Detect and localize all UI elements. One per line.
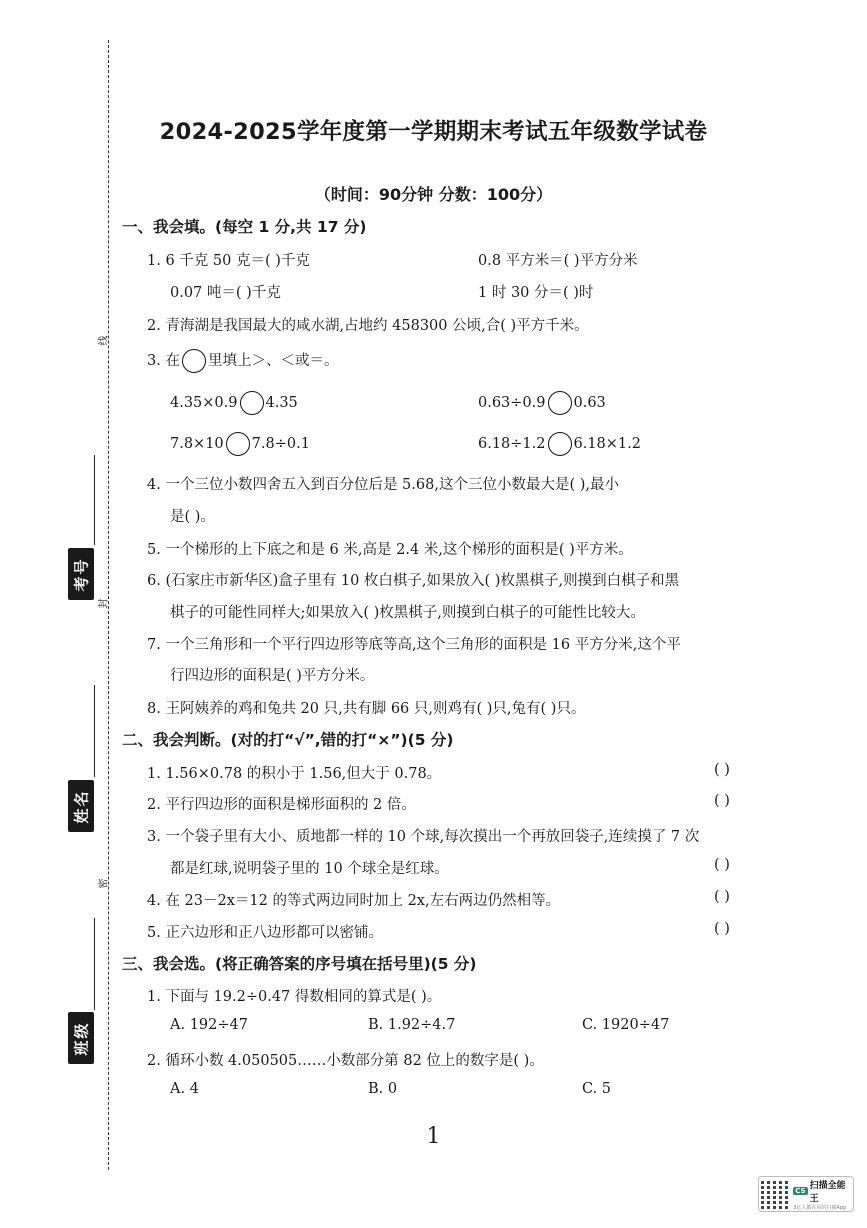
class-write-line bbox=[94, 918, 95, 1010]
judge-item-2: 2. 平行四边形的面积是梯形面积的 2 倍。 bbox=[147, 797, 416, 813]
judge-item-1: 1. 1.56×0.78 的积小于 1.56,但大于 0.78。 bbox=[147, 766, 442, 782]
compare-circle-icon[interactable] bbox=[548, 391, 572, 415]
class-label: 班级 bbox=[68, 1012, 94, 1064]
compare-d-left: 6.18÷1.2 bbox=[478, 436, 546, 452]
compare-b-right: 0.63 bbox=[573, 395, 606, 411]
question-6-line1: 6. (石家庄市新华区)盒子里有 10 枚白棋子,如果放入( )枚黑棋子,则摸到白棋子和黑 bbox=[147, 573, 680, 589]
cut-mark-mi: 密 bbox=[98, 878, 110, 889]
question-4-line2: 是( )。 bbox=[170, 509, 215, 525]
question-7-line1: 7. 一个三角形和一个平行四边形等底等高,这个三角形的面积是 16 平方分米,这个平 bbox=[147, 637, 681, 653]
compare-circle-icon[interactable] bbox=[226, 432, 250, 456]
exam-number-label: 考号 bbox=[68, 548, 94, 600]
compare-row-a bbox=[170, 391, 298, 415]
question-2: 2. 青海湖是我国最大的咸水湖,占地约 458300 公顷,合( )平方千米。 bbox=[147, 318, 589, 334]
judge-answer-4[interactable]: ( ) bbox=[714, 889, 730, 905]
compare-d-right: 6.18×1.2 bbox=[573, 436, 641, 452]
question-1d: 1 时 30 分＝( )时 bbox=[478, 285, 594, 301]
judge-item-4: 4. 在 23－2x＝12 的等式两边同时加上 2x,左右两边仍然相等。 bbox=[147, 893, 561, 909]
judge-item-3-cont: 都是红球,说明袋子里的 10 个球全是红球。 bbox=[170, 861, 449, 877]
choice-2-option-b[interactable]: B. 0 bbox=[368, 1081, 398, 1097]
choice-1-option-a[interactable]: A. 192÷47 bbox=[170, 1017, 248, 1033]
camscanner-logo-icon: CS bbox=[795, 1186, 806, 1195]
page-number: 1 bbox=[426, 1124, 441, 1149]
scanner-watermark bbox=[758, 1176, 854, 1212]
choice-question-2: 2. 循环小数 4.050505……小数部分第 82 位上的数字是( )。 bbox=[147, 1053, 544, 1069]
judge-item-3: 3. 一个袋子里有大小、质地都一样的 10 个球,每次摸出一个再放回袋子,连续摸了 7 次 bbox=[147, 829, 700, 845]
compare-circle-icon bbox=[182, 349, 206, 373]
question-8: 8. 王阿姨养的鸡和兔共 20 只,共有脚 66 只,则鸡有( )只,兔有( )只。 bbox=[147, 701, 586, 717]
judge-answer-1[interactable]: ( ) bbox=[714, 762, 730, 778]
name-label: 姓名 bbox=[68, 780, 94, 832]
compare-row-b bbox=[478, 391, 606, 415]
question-5: 5. 一个梯形的上下底之和是 6 米,高是 2.4 米,这个梯形的面积是( )平方米。 bbox=[147, 542, 633, 558]
compare-c-right: 7.8÷0.1 bbox=[251, 436, 310, 452]
exam-number-write-line bbox=[94, 455, 95, 545]
question-6-line2: 棋子的可能性同样大;如果放入( )枚黑棋子,则摸到白棋子的可能性比较大。 bbox=[170, 605, 645, 621]
choice-1-option-b[interactable]: B. 1.92÷4.7 bbox=[368, 1017, 456, 1033]
qr-code-icon bbox=[761, 1179, 789, 1209]
compare-row-d bbox=[478, 432, 641, 456]
compare-circle-icon[interactable] bbox=[548, 432, 572, 456]
judge-answer-3[interactable]: ( ) bbox=[714, 857, 730, 873]
compare-circle-icon[interactable] bbox=[240, 391, 264, 415]
section-3-heading: 三、我会选。(将正确答案的序号填在括号里)(5 分) bbox=[122, 955, 477, 973]
question-7-line2: 行四边形的面积是( )平方分米。 bbox=[170, 668, 375, 684]
page-title: 2024-2025学年度第一学期期末考试五年级数学试卷 bbox=[159, 119, 708, 145]
question-1c: 0.07 吨＝( )千克 bbox=[170, 285, 281, 301]
section-2-heading: 二、我会判断。(对的打“√”,错的打“×”)(5 分) bbox=[122, 731, 454, 749]
question-3-prefix: 3. 在 bbox=[147, 353, 180, 369]
scanner-tagline: 3亿人都在用的扫描App bbox=[793, 1204, 847, 1211]
cut-mark-xian: 线 bbox=[98, 335, 110, 346]
compare-row-c bbox=[170, 432, 310, 456]
compare-b-left: 0.63÷0.9 bbox=[478, 395, 546, 411]
question-1a: 1. 6 千克 50 克＝( )千克 bbox=[147, 253, 310, 269]
compare-a-right: 4.35 bbox=[265, 395, 298, 411]
question-3 bbox=[147, 349, 338, 373]
cut-mark-feng: 封 bbox=[98, 598, 110, 609]
exam-info: （时间：90分钟 分数：100分） bbox=[314, 185, 553, 204]
question-4-line1: 4. 一个三位小数四舍五入到百分位后是 5.68,这个三位小数最大是( ),最小 bbox=[147, 477, 619, 493]
choice-1-option-c[interactable]: C. 1920÷47 bbox=[582, 1017, 670, 1033]
compare-c-left: 7.8×10 bbox=[170, 436, 224, 452]
choice-2-option-a[interactable]: A. 4 bbox=[170, 1081, 199, 1097]
question-3-text: 里填上＞、＜或＝。 bbox=[207, 353, 339, 369]
question-1b: 0.8 平方米＝( )平方分米 bbox=[478, 253, 638, 269]
choice-question-1: 1. 下面与 19.2÷0.47 得数相同的算式是( )。 bbox=[147, 989, 442, 1005]
judge-answer-5[interactable]: ( ) bbox=[714, 921, 730, 937]
name-write-line bbox=[94, 685, 95, 777]
compare-a-left: 4.35×0.9 bbox=[170, 395, 238, 411]
section-1-heading: 一、我会填。(每空 1 分,共 17 分) bbox=[122, 218, 367, 236]
judge-answer-2[interactable]: ( ) bbox=[714, 793, 730, 809]
scanner-name: 扫描全能王 bbox=[809, 1180, 846, 1204]
judge-item-5: 5. 正六边形和正八边形都可以密铺。 bbox=[147, 925, 383, 941]
choice-2-option-c[interactable]: C. 5 bbox=[582, 1081, 612, 1097]
